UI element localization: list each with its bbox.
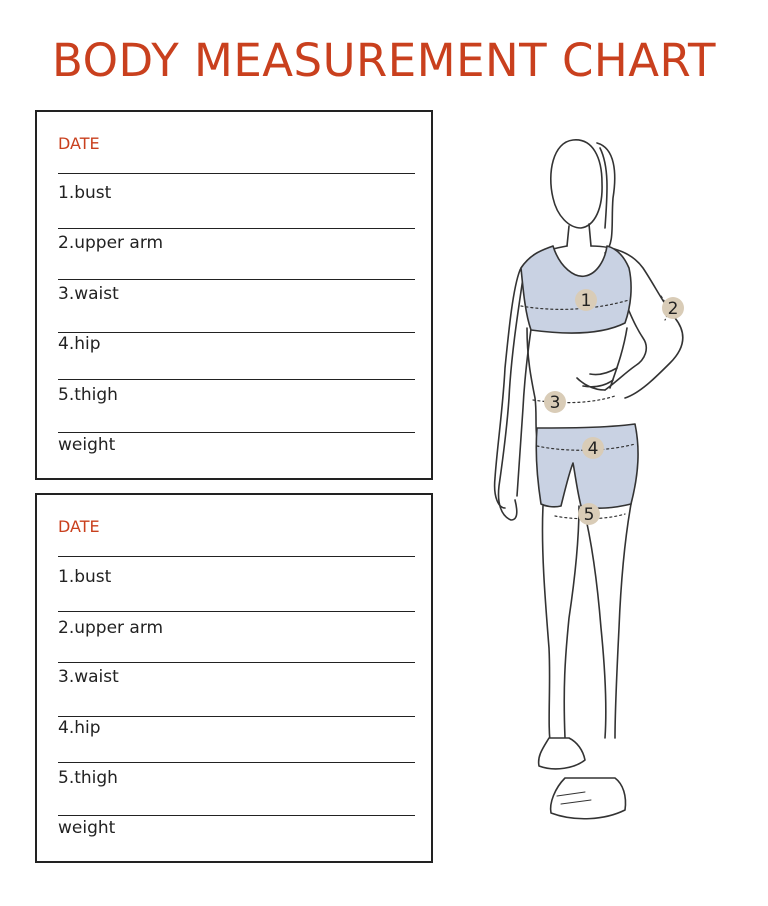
upper-arm-entry-line[interactable]: [58, 279, 415, 280]
field-label-bust: 1.bust: [58, 567, 112, 587]
marker-4: [582, 437, 604, 459]
waist-entry-line[interactable]: [58, 332, 415, 333]
field-label-upper-arm: 2.upper arm: [58, 233, 164, 253]
thigh-entry-line[interactable]: [58, 432, 415, 433]
hip-entry-line[interactable]: [58, 762, 415, 763]
marker-3: [544, 391, 566, 413]
markers-layer: [465, 128, 715, 838]
upper-arm-entry-line[interactable]: [58, 662, 415, 663]
svg-text:5: 5: [583, 505, 595, 525]
page-title: BODY MEASUREMENT CHART: [52, 34, 716, 87]
marker-1: [575, 289, 597, 311]
waist-entry-line[interactable]: [58, 716, 415, 717]
field-label-weight: weight: [58, 818, 116, 838]
hip-entry-line[interactable]: [58, 379, 415, 380]
date-label: DATE: [58, 134, 100, 153]
field-label-waist: 3.waist: [58, 284, 119, 304]
date-entry-line[interactable]: [58, 556, 415, 557]
field-label-weight: weight: [58, 435, 116, 455]
field-label-thigh: 5.thigh: [58, 385, 118, 405]
field-label-waist: 3.waist: [58, 667, 119, 687]
field-label-upper-arm: 2.upper arm: [58, 618, 164, 638]
bust-entry-line[interactable]: [58, 228, 415, 229]
marker-2: [662, 297, 684, 319]
marker-5: [578, 503, 600, 525]
field-label-hip: 4.hip: [58, 718, 101, 738]
field-label-thigh: 5.thigh: [58, 768, 118, 788]
date-entry-line[interactable]: [58, 173, 415, 174]
bust-entry-line[interactable]: [58, 611, 415, 612]
date-label: DATE: [58, 517, 100, 536]
thigh-entry-line[interactable]: [58, 815, 415, 816]
field-label-hip: 4.hip: [58, 334, 101, 354]
svg-text:2: 2: [667, 299, 679, 319]
measurement-card-1: [35, 110, 433, 480]
body-figure-illustration: [465, 128, 715, 838]
svg-text:1: 1: [580, 291, 592, 311]
svg-text:3: 3: [549, 393, 561, 413]
measurement-card-2: [35, 493, 433, 863]
field-label-bust: 1.bust: [58, 183, 112, 203]
svg-text:4: 4: [587, 439, 599, 459]
